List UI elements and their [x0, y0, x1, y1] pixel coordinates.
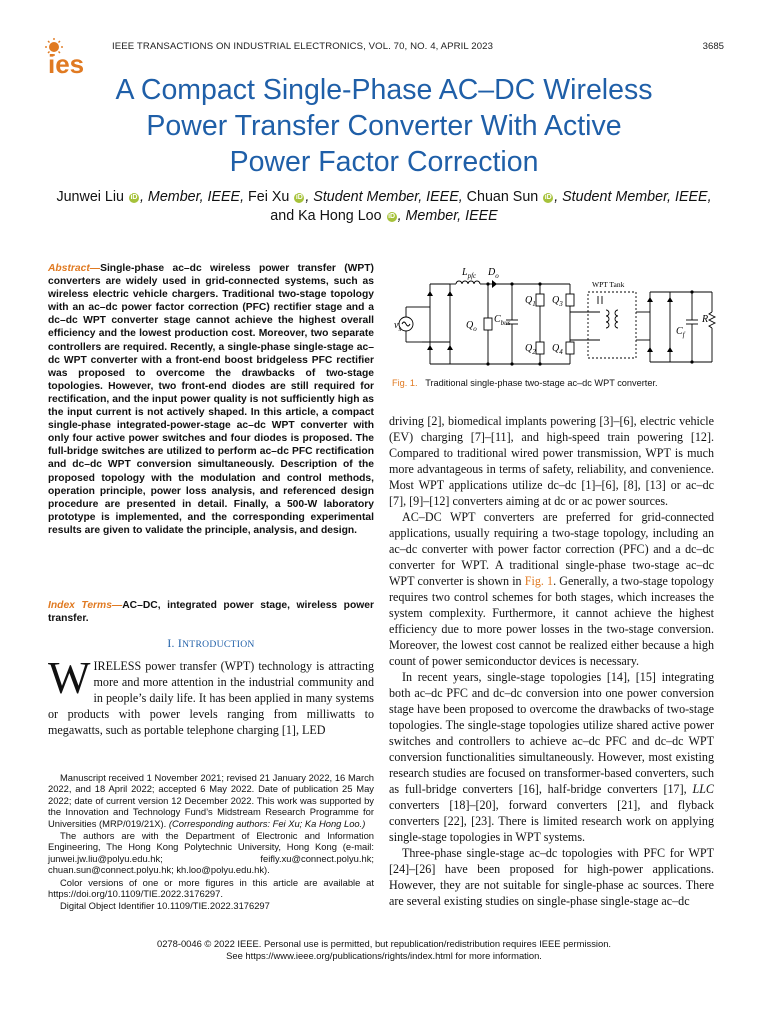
label-r: R	[702, 314, 709, 325]
author-role: , Member, IEEE,	[139, 189, 245, 205]
page-number: 3685	[702, 41, 724, 52]
body-paragraph-4: Three-phase single-stage ac–dc topologies with PFC for WPT [24]–[26] have been proposed for high-power applications. However, they are not suitable for single-phase ac sources. There are several existing studies on single-phase single-stage ac–dc	[389, 846, 714, 908]
orcid-icon[interactable]: iD	[544, 194, 552, 201]
footnote-manuscript	[48, 772, 374, 829]
figure-1-link[interactable]: Fig. 1	[524, 574, 554, 588]
copyright-footer	[40, 938, 728, 961]
copyright-line-2[interactable]: See https://www.ieee.org/publications/rights/index.html for more information.	[226, 949, 542, 961]
intro-text: power transfer (WPT) technology is attracting more and more attention in the industrial community and in people’s daily life. It has been applied in many systems or products with power levels ranging from milliwatts to megawatts, such as portable telephone charging [1], LED	[48, 659, 374, 737]
body-paragraph-1: driving [2], biomedical implants powering [3]–[6], electric vehicle (EV) charging [7]–[11], and high-speed train powering [12]. Compared to traditional wired power transmission, WPT is much more advantageous in terms of safety, reliability, and convenience. Most WPT applications utilize dc–dc [1]–[6], [8], [13] or ac–dc [7], [9]–[12] converters aiming at dc or ac power sources.	[389, 414, 714, 508]
section-numeral: I.	[167, 637, 175, 650]
label-cf: $C_f$	[676, 326, 685, 339]
copyright-line-1: 0278-0046 © 2022 IEEE. Personal use is permitted, but republication/redistribution requires IEEE permission.	[156, 938, 612, 949]
figure-caption-text: Traditional single-phase two-stage ac–dc WPT converter.	[425, 378, 658, 388]
label-lpfc: $L_{pfc}$	[462, 267, 477, 280]
author-name: and Ka Hong Loo	[270, 208, 382, 224]
body-text: converters [18]–[20], forward converters [21], and flyback converters [22], [23]. There is limited research work on applying single-stage topologies in WPT systems.	[389, 798, 714, 844]
figure-1-caption	[392, 378, 658, 388]
ies-logo	[40, 36, 106, 76]
section-heading	[48, 637, 374, 650]
figure-1-circuit	[392, 262, 722, 374]
orcid-icon[interactable]: iD	[388, 213, 396, 220]
index-terms-text: AC–DC, integrated power stage, wireless power transfer.	[48, 600, 374, 625]
author-role: , Member, IEEE	[397, 208, 498, 224]
author-name: Junwei Liu	[56, 189, 124, 205]
body-text-italic: LLC	[692, 782, 714, 796]
author-name: Fei Xu	[244, 189, 290, 205]
label-q4: $Q_4$	[552, 343, 563, 356]
label-do: $D_o$	[488, 267, 499, 280]
paper-title	[40, 72, 728, 180]
footnote-text: Manuscript received 1 November 2021; revised 21 January 2022, 16 March 2022, and 18 April 2022; accepted 6 May 2022. Date of publication 25 May 2022; date of current version 12 December 2022. This work was supported by the Innovation and Technology Fund’s Midstream Research Programme for Universities (MRP/019/21X).	[48, 772, 374, 829]
footnote-affiliation: The authors are with the Department of Electronic and Information Engineering, The Hong Kong Polytechnic University, Hong Kong (e-mail: junwei.jw.liu@polyu.edu.hk; feifly.xu@connect.polyu.hk; chuan.sun@connect.polyu.hk; kh.loo@polyu.edu.hk).	[48, 830, 374, 876]
title-line-3: Power Factor Correction	[229, 146, 539, 178]
label-q3: $Q_3$	[552, 295, 563, 308]
title-line-1: A Compact Single-Phase AC–DC Wireless	[115, 74, 653, 106]
orcid-icon[interactable]: iD	[130, 194, 138, 201]
section-title-initial: I	[177, 637, 183, 650]
footnote-color-versions: Color versions of one or more figures in this article are available at https://doi.org/10.1109/TIE.2022.3176297.	[48, 876, 374, 900]
section-title-rest: NTRODUCTION	[182, 639, 255, 650]
body-paragraph-3	[389, 669, 714, 845]
author-list	[40, 188, 728, 226]
abstract	[48, 262, 374, 537]
index-terms-lead: Index Terms—	[48, 600, 123, 611]
title-line-2: Power Transfer Converter With Active	[146, 110, 622, 142]
footnotes	[48, 772, 374, 913]
label-vs: $v_s$	[394, 320, 402, 333]
abstract-text: Single-phase ac–dc wireless power transfer (WPT) converters are widely used in grid-connected systems, such as wireless electric vehicle chargers. Traditional two-stage topology with an ac–dc power factor correction (PFC) rectifier stage and a dc–dc WPT converter stage cannot achieve the highest overall efficiency and the lowest production cost. Moreover, two separate controllers are required. Recently, a single-phase single-stage ac–dc WPT converter with a front-end boost bridgeless PFC rectifier was proposed to overcome the drawbacks of two-stage topologies. However, two front-end diodes are still required for rectification, and the input power quality is not sufficiently high as the input current is not actively shaped. In this article, a compact single-phase integrated-power-stage ac–dc WPT converter with only four active power switches and four diodes is proposed. The full-bridge switches are utilized to perform ac–dc PFC rectification and dc–dc WPT conversion simultaneously. Description of the proposed topology with the modulation and control methods, operation principle, power loss analysis, and referenced design procedure are presented in detail. Finally, a 500-W laboratory prototype is implemented, and the corresponding experimental results are given to validate the principle, analysis, and design.	[48, 263, 374, 536]
intro-first-word: IRELESS	[93, 659, 142, 673]
intro-paragraph	[48, 653, 374, 738]
author-name: Chuan Sun	[462, 189, 539, 205]
body-paragraph-2	[389, 509, 714, 669]
journal-header: IEEE TRANSACTIONS ON INDUSTRIAL ELECTRONICS, VOL. 70, NO. 4, APRIL 2023	[112, 41, 494, 52]
label-cbus: $C_{bus}$	[494, 314, 511, 327]
author-role: , Student Member, IEEE,	[305, 189, 463, 205]
body-right-column	[389, 413, 714, 909]
body-text: In recent years, single-stage topologies [14], [15] integrating both ac–dc PFC and dc–dc conversion into one power conversion stage have been proposed to overcome the drawbacks of two-stage topologies. The single-stage topologies utilize shared active power switches and controllers to achieve ac–dc PFC and dc–dc WPT conversion functionalities simultaneously. However, most existing research studies are focused on transformer-based converters, such as full-bridge converters [16], half-bridge converters [17],	[389, 670, 714, 796]
logo-text: ies	[48, 49, 85, 76]
corresponding-authors: (Corresponding authors: Fei Xu; Ka Hong Loo.)	[168, 817, 366, 829]
figure-label[interactable]: Fig. 1.	[392, 378, 418, 388]
index-terms	[48, 599, 374, 625]
body-text: . Generally, a two-stage topology requires two control schemes for both stages, which increases the system complexity. Furthermore, it cannot achieve the highest efficiency due to more power losses in the two-stage conversion. Moreover, the lowest cost cannot be realized either because a high count of power semiconductor devices is necessary.	[389, 574, 715, 668]
label-qo: $Q_o$	[466, 320, 477, 333]
author-role: , Student Member, IEEE,	[554, 189, 712, 205]
label-q1: $Q_1$	[525, 295, 536, 308]
dropcap: W	[48, 653, 91, 703]
label-q2: $Q_2$	[525, 343, 536, 356]
label-wpt-tank: WPT Tank	[592, 280, 625, 289]
footnote-doi: Digital Object Identifier 10.1109/TIE.2022.3176297	[60, 900, 270, 912]
body-text: AC–DC WPT converters are preferred for grid-connected applications, usually requiring a two-stage topology, including an ac–dc converter with power factor correction (PFC) and a dc–dc converter for WPT. A traditional single-phase two-stage ac–dc WPT converter is shown in	[389, 510, 714, 588]
orcid-icon[interactable]: iD	[295, 194, 303, 201]
abstract-lead: Abstract—	[48, 263, 101, 274]
